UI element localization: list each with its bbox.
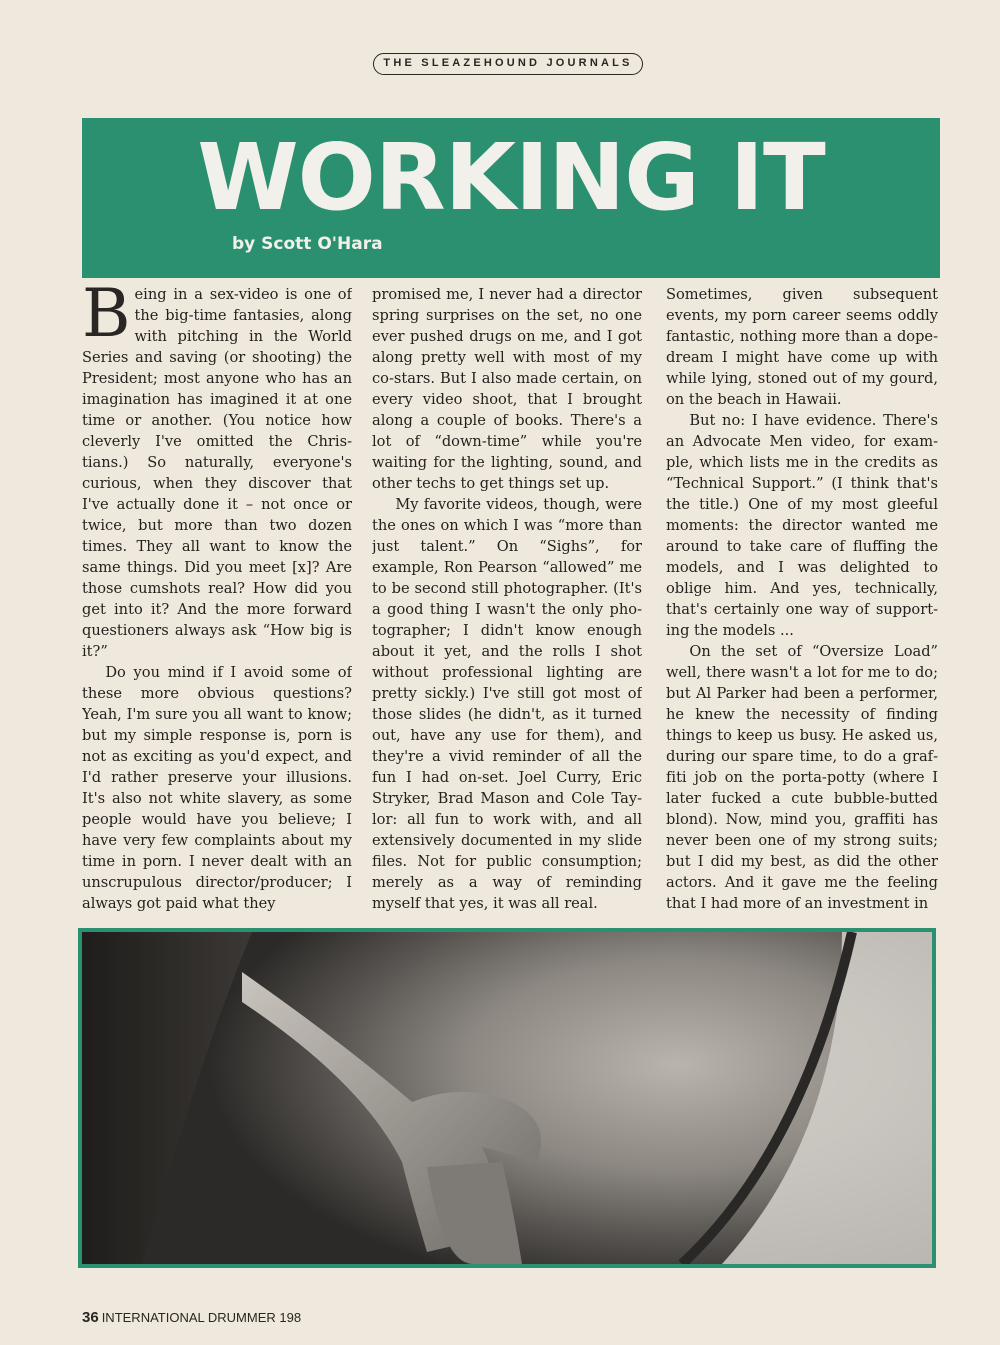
byline: by Scott O'Hara [232,234,383,254]
publication-name: INTERNATIONAL DRUMMER 198 [101,1310,302,1325]
paragraph: My favorite videos, though, were the ones on which I was “more than just talent.” On “Sighs”, for example, Ron Pearson “allowed” me to be second still photographer. (It's a good thing I wasn't the only photographer; I didn't know enough about it yet, and the rolls I shot without professional lighting are pretty sickly.) I've still got most of those slides (he didn't, as it turned out, have any use for them), and they're a vivid reminder of all the fun I had on-set. Joel Curry, Eric Stryker, Brad Mason and Cole Taylor: all fun to work with, and all extensively documented in my slide files. Not for public consumption; merely as a way of reminding myself that yes, it was all real. [372,496,642,912]
paragraph: But no: I have evidence. There's an Advocate Men video, for example, which lists me in the credits as “Technical Support.” (I think that's the title.) One of my most gleeful moments: the director wanted me around to take care of fluffing the models, and I was delighted to oblige him. And yes, technically, that's certainly one way of supporting the models ... [666,412,938,639]
paragraph: Sometimes, given subsequent events, my porn career seems oddly fantastic, nothing more than a dope-dream I might have come up with while lying, stoned out of my gourd, on the beach in Hawaii. [666,286,938,408]
drop-cap: B [82,284,131,352]
photo-illustration [82,932,932,1264]
headline-banner [82,118,940,278]
paragraph [82,284,352,662]
article-column-3 [666,284,938,914]
article-photo [78,928,936,1268]
paragraph: promised me, I never had a director spring surprises on the set, no one ever pushed drugs on me, and I got along pretty well with most of my co-stars. But I also made certain, on every video shoot, that I brought along a couple of books. There's a lot of “down-time” while you're waiting for the lighting, sound, and other techs to get things set up. [372,286,642,492]
paragraph: On the set of “Oversize Load” well, there wasn't a lot for me to do; but Al Parker had been a performer, he knew the necessity of finding things to keep us busy. He asked us, during our spare time, to do a graffiti job on the porta-potty (where I later fucked a cute bubble-butted blond). Now, mind you, graffiti has never been one of my strong suits; but I did my best, as did the other actors. And it gave me the feeling that I had more of an investment in [666,643,938,912]
article-column-2 [372,284,642,914]
headline: WORKING IT [197,124,825,231]
paragraph: Do you mind if I avoid some of these more obvious questions? Yeah, I'm sure you all want to know; but my simple response is, porn is not as exciting as you'd expect, and I'd rather preserve your illusions. It's also not white slavery, as some people would have you believe; I have very few complaints about my time in porn. I never dealt with an unscrupulous director/producer; I always got paid what they [82,664,352,912]
paragraph-text: eing in a sex-video is one of the big-time fantasies, along with pitching in the World Series and saving (or shooting) the President; most anyone who has an imagination has imagined it at one time or another. (You notice how cleverly I've omitted the Christians.) So naturally, everyone's curious, when they discover that I've actually done it – not once or twice, but more than two dozen times. They all want to know the same things. Did you meet [x]? Are those cumshots real? How did you get into it? And the more forward questioners always ask “How big is it?” [82,286,352,660]
section-kicker: THE SLEAZEHOUND JOURNALS [373,53,643,75]
page-number: 36 [82,1309,99,1326]
article-column-1 [82,284,352,914]
page-footer [82,1309,301,1326]
